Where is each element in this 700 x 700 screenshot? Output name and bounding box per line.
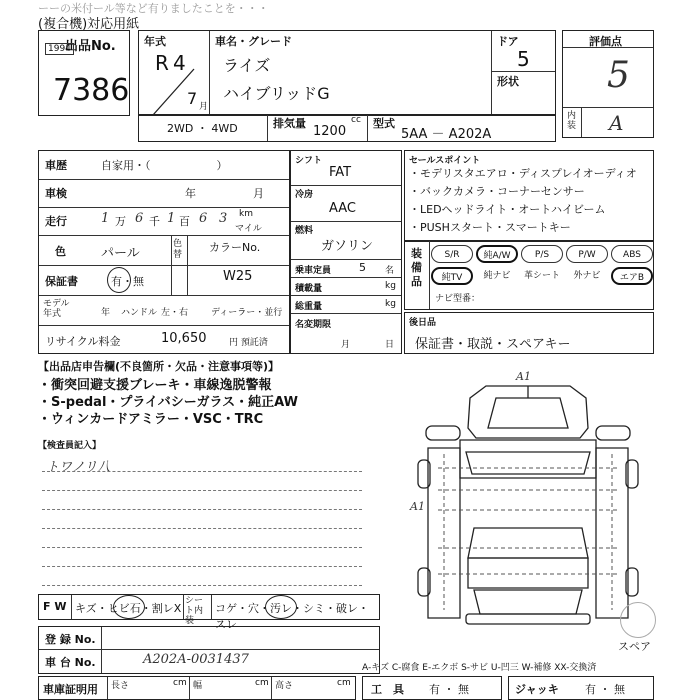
equip-airbag: エアB: [611, 267, 653, 285]
model-value: 5AA － A202A: [401, 127, 492, 142]
recycle-value: 10,650: [161, 331, 207, 346]
fuel-label: 燃料: [295, 226, 314, 236]
notes-label: 【出品店申告欄(不良箇所・欠品・注意事項等)】: [38, 360, 280, 373]
cert-height: 高さ: [275, 681, 294, 691]
fuel-value: ガソリン: [321, 239, 374, 254]
mileage-digit-1: 1: [101, 211, 110, 226]
equip-tv: 純TV: [431, 267, 473, 285]
car-diagram: [408, 378, 648, 638]
sales-points-box: [404, 150, 654, 242]
warranty-label: 保証書: [45, 275, 78, 288]
color-no-value: W25: [223, 269, 253, 284]
cert-length: 長さ: [111, 681, 130, 691]
score-label: 評価点: [589, 35, 622, 48]
seat-value: コゲ・穴・汚レ・シミ・破レ・スレ: [215, 602, 369, 631]
score-box: [562, 30, 654, 138]
interior-label: 内装: [567, 111, 577, 131]
mileage-label: 走行: [45, 215, 67, 228]
jack-value: 有 ・ 無: [585, 683, 625, 696]
post-label: 後日品: [409, 318, 437, 328]
chassis-label: 車 台 No.: [45, 656, 96, 669]
seat-label: シート内装: [185, 596, 204, 626]
doors-label: ドア: [497, 35, 519, 48]
note-item: ・衝突回避支援ブレーキ・車線逸脱警報: [38, 378, 272, 393]
model-year-label: モデル年式: [43, 299, 70, 319]
gross-unit: kg: [385, 299, 396, 309]
fw-label: F W: [43, 600, 67, 613]
post-value: 保証書・取説・スペアキー: [415, 337, 571, 352]
equip-abs: ABS: [611, 245, 653, 263]
year-label: 年式: [144, 35, 166, 48]
fw-seat-row: [38, 594, 380, 631]
garage-cert-row: [38, 676, 356, 700]
mileage-unit-mile: マイル: [235, 224, 262, 234]
seat-stain-circle: [265, 595, 297, 619]
mileage-sen: 千: [149, 215, 160, 228]
damage-mark-side: A1: [410, 500, 425, 513]
load-unit: kg: [385, 281, 396, 291]
car-grade: ハイブリッドG: [223, 84, 330, 103]
ac-label: 冷房: [295, 190, 314, 200]
note-item: ・S-pedal・プライバシーガラス・純正AW: [38, 395, 298, 410]
model-label: 型式: [373, 117, 395, 130]
inspection-label: 車検: [45, 187, 67, 200]
gross-label: 総重量: [295, 302, 323, 312]
spare-tire-icon: [620, 602, 656, 638]
tools-label: 工 具: [371, 683, 404, 696]
inspector-note: トワノリ八: [46, 460, 111, 475]
damage-legend: A-キズ C-腐食 E-エクボ S-サビ U-凹三 W-補修 XX-交換済: [362, 663, 597, 673]
capacity-label: 乗車定員: [295, 266, 332, 276]
inspector-label: 【検査員記入】: [38, 441, 102, 451]
lot-number: 7386: [53, 73, 130, 108]
lot-sub: 1994: [45, 43, 74, 55]
change-label: 名変期限: [295, 320, 332, 330]
warranty-yes-circle: [107, 267, 131, 293]
recycle-unit: 円 預託済: [229, 338, 268, 348]
fw-chip-circle: [113, 595, 145, 619]
year-era: R: [155, 51, 169, 75]
mileage-man: 万: [115, 215, 126, 228]
mileage-digit-4: 6: [199, 211, 208, 226]
cert-length-unit: cm: [173, 678, 187, 688]
sales-point-item: ・PUSHスタート・スマートキー: [409, 221, 571, 234]
mechanical-box: [290, 150, 402, 354]
sales-point-item: ・LEDヘッドライト・オートハイビーム: [409, 203, 606, 216]
registration-box: [38, 626, 380, 674]
displacement-value: 1200: [313, 124, 347, 139]
sales-points-label: セールスポイント: [409, 156, 481, 166]
warranty-value: 有・無: [111, 275, 144, 288]
note-item: ・ウィンカードアミラー・VSC・TRC: [38, 412, 264, 427]
doors-value: 5: [517, 47, 530, 71]
faded-top-text: ーーの米付ール等など有りましたことを・・・: [38, 2, 269, 15]
cert-height-unit: cm: [337, 678, 351, 688]
vehicle-header-box: [138, 30, 556, 116]
shift-value: FAT: [329, 165, 352, 180]
dealer-label: ディーラー・並行: [211, 308, 283, 318]
mileage-unit: km: [239, 209, 253, 219]
color-no-label: カラーNo.: [209, 241, 261, 254]
usage-label: 車歴: [45, 159, 67, 172]
inspection-year: 年: [185, 187, 196, 200]
mileage-digit-3: 1: [167, 211, 176, 226]
inspection-month: 月: [253, 187, 264, 200]
interior-grade: A: [609, 111, 624, 135]
post-items-box: [404, 312, 654, 354]
equip-navi: 純ナビ: [483, 271, 511, 281]
cert-label: 車庫証明用: [43, 683, 98, 696]
capacity-unit: 名: [385, 266, 395, 276]
chassis-value: A202A-0031437: [143, 652, 249, 667]
tools-row: [362, 676, 502, 700]
color-label: 色: [55, 245, 66, 258]
history-box: [38, 150, 290, 354]
load-label: 積載量: [295, 284, 323, 294]
equip-ps: P/S: [521, 245, 563, 263]
sales-point-item: ・バックカメラ・コーナーセンサー: [409, 185, 585, 198]
score-value: 5: [607, 55, 630, 96]
lot-number-box: [38, 30, 130, 116]
jack-row: [508, 676, 654, 700]
ac-value: AAC: [329, 201, 356, 216]
navi-label: ナビ型番：: [435, 294, 481, 304]
usage-value: 自家用・（ ）: [101, 159, 228, 172]
equip-ext-navi: 外ナビ: [573, 271, 601, 281]
jack-label: ジャッキ: [515, 683, 559, 696]
mileage-digit-2: 6: [135, 211, 144, 226]
change-day: 日: [385, 340, 395, 350]
shift-label: シフト: [295, 156, 323, 166]
color-change-label: 色替: [173, 239, 183, 260]
equip-pw: P/W: [566, 245, 608, 263]
month-value: 7: [187, 89, 198, 108]
equip-alloy-wheel: 純A/W: [476, 245, 518, 263]
reg-label: 登 録 No.: [45, 633, 96, 646]
fw-value: キズ・ヒビ石・割レX: [75, 602, 182, 615]
car-name: ライズ: [223, 56, 271, 75]
handle-value: 左・右: [161, 308, 189, 318]
displacement-unit: cc: [351, 115, 361, 125]
cert-width: 幅: [193, 681, 203, 691]
color-value: パール: [101, 246, 140, 261]
lot-label: 出品No.: [65, 39, 116, 54]
displacement-label: 排気量: [273, 117, 306, 130]
cert-width-unit: cm: [255, 678, 269, 688]
tools-value: 有 ・ 無: [429, 683, 469, 696]
damage-mark-top: A1: [516, 370, 531, 383]
sheet-type-label: (複合機)対応用紙: [38, 17, 140, 32]
recycle-label: リサイクル料金: [45, 335, 121, 348]
mileage-digit-5: 3: [219, 211, 228, 226]
equip-leather: 革シート: [523, 271, 560, 281]
model-year-unit: 年: [101, 308, 111, 318]
equipment-label: 装備品: [411, 247, 422, 288]
spare-label: スペア: [618, 640, 651, 653]
shape-label: 形状: [497, 75, 519, 88]
name-label: 車名・グレード: [215, 35, 292, 48]
sales-point-item: ・モデリスタエアロ・ディスプレイオーディオ: [409, 167, 637, 180]
mileage-hyaku: 百: [179, 215, 190, 228]
month-unit: 月: [199, 102, 209, 112]
capacity-value: 5: [359, 261, 366, 274]
equipment-box: [404, 240, 654, 310]
year-value: 4: [173, 51, 186, 75]
spec-row: [138, 114, 556, 142]
drive-type: 2WD ・ 4WD: [167, 122, 238, 135]
equip-sr: S/R: [431, 245, 473, 263]
handle-label: ハンドル: [121, 308, 158, 318]
change-month: 月: [341, 340, 351, 350]
